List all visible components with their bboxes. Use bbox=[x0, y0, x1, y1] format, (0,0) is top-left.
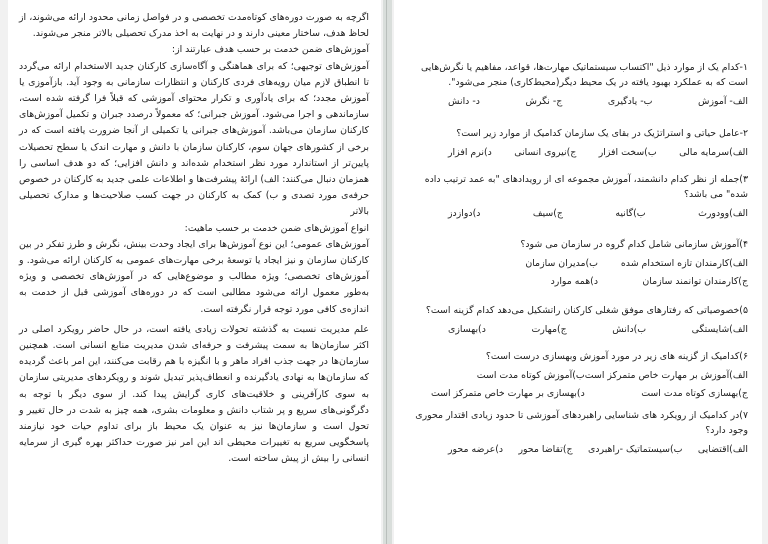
option-a: الف- آموزش bbox=[698, 96, 748, 107]
option-c: ج)مهارت bbox=[531, 324, 567, 335]
option-b: ب- یادگیری bbox=[607, 96, 653, 107]
question-options bbox=[448, 145, 748, 160]
left-page bbox=[8, 0, 381, 544]
option-b: ب)گانیه bbox=[615, 208, 646, 219]
option-d: د- دانش bbox=[448, 96, 480, 107]
option-a: الف)اقتضایی bbox=[697, 444, 748, 455]
left-page-text bbox=[19, 10, 369, 468]
question-options bbox=[448, 256, 748, 289]
question-text: ۱-کدام یک از موارد ذیل "اکتساب سیستماتیک مهارت‌ها، قواعد، مفاهیم یا نگرش‌هایی است که به عملکرد بهبود یافته در یک محیط دیگر(محیط‌کاری) منجر می‌شود". bbox=[420, 62, 748, 88]
question-options bbox=[448, 322, 748, 337]
option-a: الف)کارمندان تازه استخدام شده bbox=[620, 258, 748, 269]
paragraph: آموزش‌های عمومی؛ این نوع آموزش‌ها برای ایجاد وحدت بینش، نگرش و طرز تفکر در بین کارکنان سازمان و نیز ایجاد یا توسعهٔ برخی مهارت‌های عمومی به کارکنان ارائه می‌شود. و آموزش‌های تخصصی؛ ویژه مطالب و موضوع‌هایی که در آموزش‌های تخصصی و ویژه به‌طور معمول ارائه می‌شود مطالبی است که در دوره‌های آموزشی قبل از خدمت به اندازه‌ی کافی مورد توجه قرار نگرفته است. bbox=[19, 238, 369, 315]
option-a: الف)سرمایه مالی bbox=[679, 147, 748, 158]
book-gutter bbox=[383, 0, 392, 544]
question-options bbox=[448, 94, 748, 109]
book-spine-line bbox=[386, 0, 387, 544]
option-d: د)عرضه محور bbox=[448, 444, 504, 455]
option-b: ب)دانش bbox=[612, 324, 647, 335]
option-c: ج- نگرش bbox=[525, 96, 563, 107]
question-3 bbox=[408, 172, 748, 221]
paragraph: آموزش‌های ضمن خدمت بر حسب هدف عبارتند از: bbox=[171, 44, 369, 56]
option-c: ج)نیروی انسانی bbox=[514, 147, 577, 158]
question-options bbox=[430, 368, 748, 401]
question-2 bbox=[408, 126, 748, 160]
paragraph: انواع آموزش‌های ضمن خدمت بر حسب ماهیت: bbox=[184, 222, 369, 234]
question-6 bbox=[408, 349, 748, 401]
option-c: ج)کارمندان توانمند سازمان bbox=[642, 276, 748, 287]
option-c: ج)تقاضا محور bbox=[518, 444, 573, 455]
option-c: ج)بهسازی کوتاه مدت است bbox=[641, 388, 748, 399]
question-options bbox=[448, 442, 748, 457]
option-d: د)دوازدز bbox=[448, 208, 481, 219]
option-d: د)همه موارد bbox=[550, 276, 598, 287]
option-d: د)بهسازی bbox=[448, 324, 486, 335]
option-c: ج)سیف bbox=[532, 208, 563, 219]
question-text: ۷)در کدامیک از رویکرد های شناسایی راهبردهای آموزشی تا حدود زیادی اقتدار محوری وجود دارد؟ bbox=[415, 410, 748, 436]
question-options bbox=[448, 206, 748, 221]
option-b: ب)سخت افزار bbox=[598, 147, 657, 158]
right-page bbox=[394, 0, 762, 544]
option-b: ب)سیستماتیک -راهبردی bbox=[588, 444, 683, 455]
paragraph: اگرچه به صورت دوره‌های کوتاه‌مدت تخصصی و در فواصل زمانی محدود ارائه می‌شوند، از لحاظ هدف، ساختار معینی دارند و در نهایت به اخذ مدرک تحصیلی بالاتر منجر می‌شوند. bbox=[19, 12, 369, 40]
option-d: د)نرم افزار bbox=[448, 147, 492, 158]
paragraph: علم مدیریت نسبت به گذشته تحولات زیادی یافته است، در حال حاضر رویکرد اصلی در اکثر سازمان‌ها به سمت پیشرفت و حرفه‌ای شدن مدیریت منابع انسانی است. همچنین سازمان‌ها در جهت جذب افراد ماهر و با انگیزه با هم رقابت می‌کنند، این امر باعث گردیده که سازمان‌ها به نهادی یادگیرنده و انعطاف‌پذیر تبدیل شوند و رویکردهای مدیریتی سازمان به سوی کارآفرینی و خلاقیت‌های کاری گرایش پیدا کند. از سوی دیگر با توجه به دگرگونی‌های سریع و پر شتاب دانش و معلومات بشری، همه چیز به شدت در حال تغییر و تحول است و سازمان‌ها نیز به عنوان یک محیط باز برای تداوم حیات خود نیازمند پاسخگویی سریع به تغییرات محیطی اند این امر نیز صورت حداکثر بهره گیری از سرمایه انسانی را بیش از پیش ساخته است. bbox=[19, 323, 369, 465]
question-text: ۵)خصوصیاتی که رفتارهای موفق شغلی کارکنان راتشکیل می‌دهد کدام گزینه است؟ bbox=[425, 305, 748, 316]
question-text: ۲-عامل حیاتی و استراتژیک در بقای یک سازمان کدامیک از موارد زیر است؟ bbox=[456, 128, 748, 139]
question-5 bbox=[408, 303, 748, 337]
question-4 bbox=[408, 237, 748, 289]
question-text: ۶)کدامیک از گزینه های زیر در مورد آموزش وبهسازی درست است؟ bbox=[485, 351, 748, 362]
question-1 bbox=[408, 60, 748, 109]
question-text: ۴)آموزش سازمانی شامل کدام گروه در سازمان می شود؟ bbox=[520, 239, 748, 250]
paragraph: آموزش‌های توجیهی؛ که برای هماهنگی و آگاه‌سازی کارکنان جدید الاستخدام ارائه می‌گردد تا انطباق لازم میان رویه‌های فردی کارکنان و انتظارات سازمانی به وجود آید. بازآموزی یا آموزش مجدد؛ که برای یادآوری و تکرار محتوای آموزشی که قبلاً فرا گرفته شده است، سازماندهی و اجرا می‌شود. آموزش جبرانی؛ که معمولاً درصدد جبران و تکمیل آموزش‌های کارکنان سازمان می‌باشد. آموزش‌های جبرانی یا تکمیلی از آنجا ضرورت یافته است که در برخی از کشورهای جهان سوم، کارکنان سازمان با دانش و مهارت اندک یا سطح تحصیلات پایین‌تر از استاندارد مورد نظر استخدام شده‌اند و دانش افزایی؛ که دو هدف اساسی را همزمان دنبال می‌کنند: الف) ارائهٔ پیشرفت‌ها و اطلاعات علمی جدید به کارکنان در خصوص حرفه‌ی مورد تصدی و ب) کمک به کارکنان در جهت کسب صلاحیت‌ها و مدارک تحصیلی بالاتر bbox=[19, 60, 369, 218]
option-a: الف)آموزش بر مهارت خاص متمرکز است bbox=[584, 370, 748, 381]
option-b: ب)آموزش کوتاه مدت است bbox=[476, 370, 585, 381]
option-b: ب)مدیران سازمان bbox=[525, 258, 598, 269]
option-a: الف)شایستگی bbox=[691, 324, 748, 335]
option-a: الف)وودورث bbox=[698, 208, 748, 219]
option-d: د)بهسازی بر مهارت خاص متمرکز است bbox=[430, 388, 585, 399]
question-text: ۳)جمله از نظر کدام دانشمند، آموزش مجموعه ای از رویدادهای "به عمد ترتیب داده شده" می باشد؟ bbox=[424, 174, 748, 200]
question-7 bbox=[408, 408, 748, 457]
